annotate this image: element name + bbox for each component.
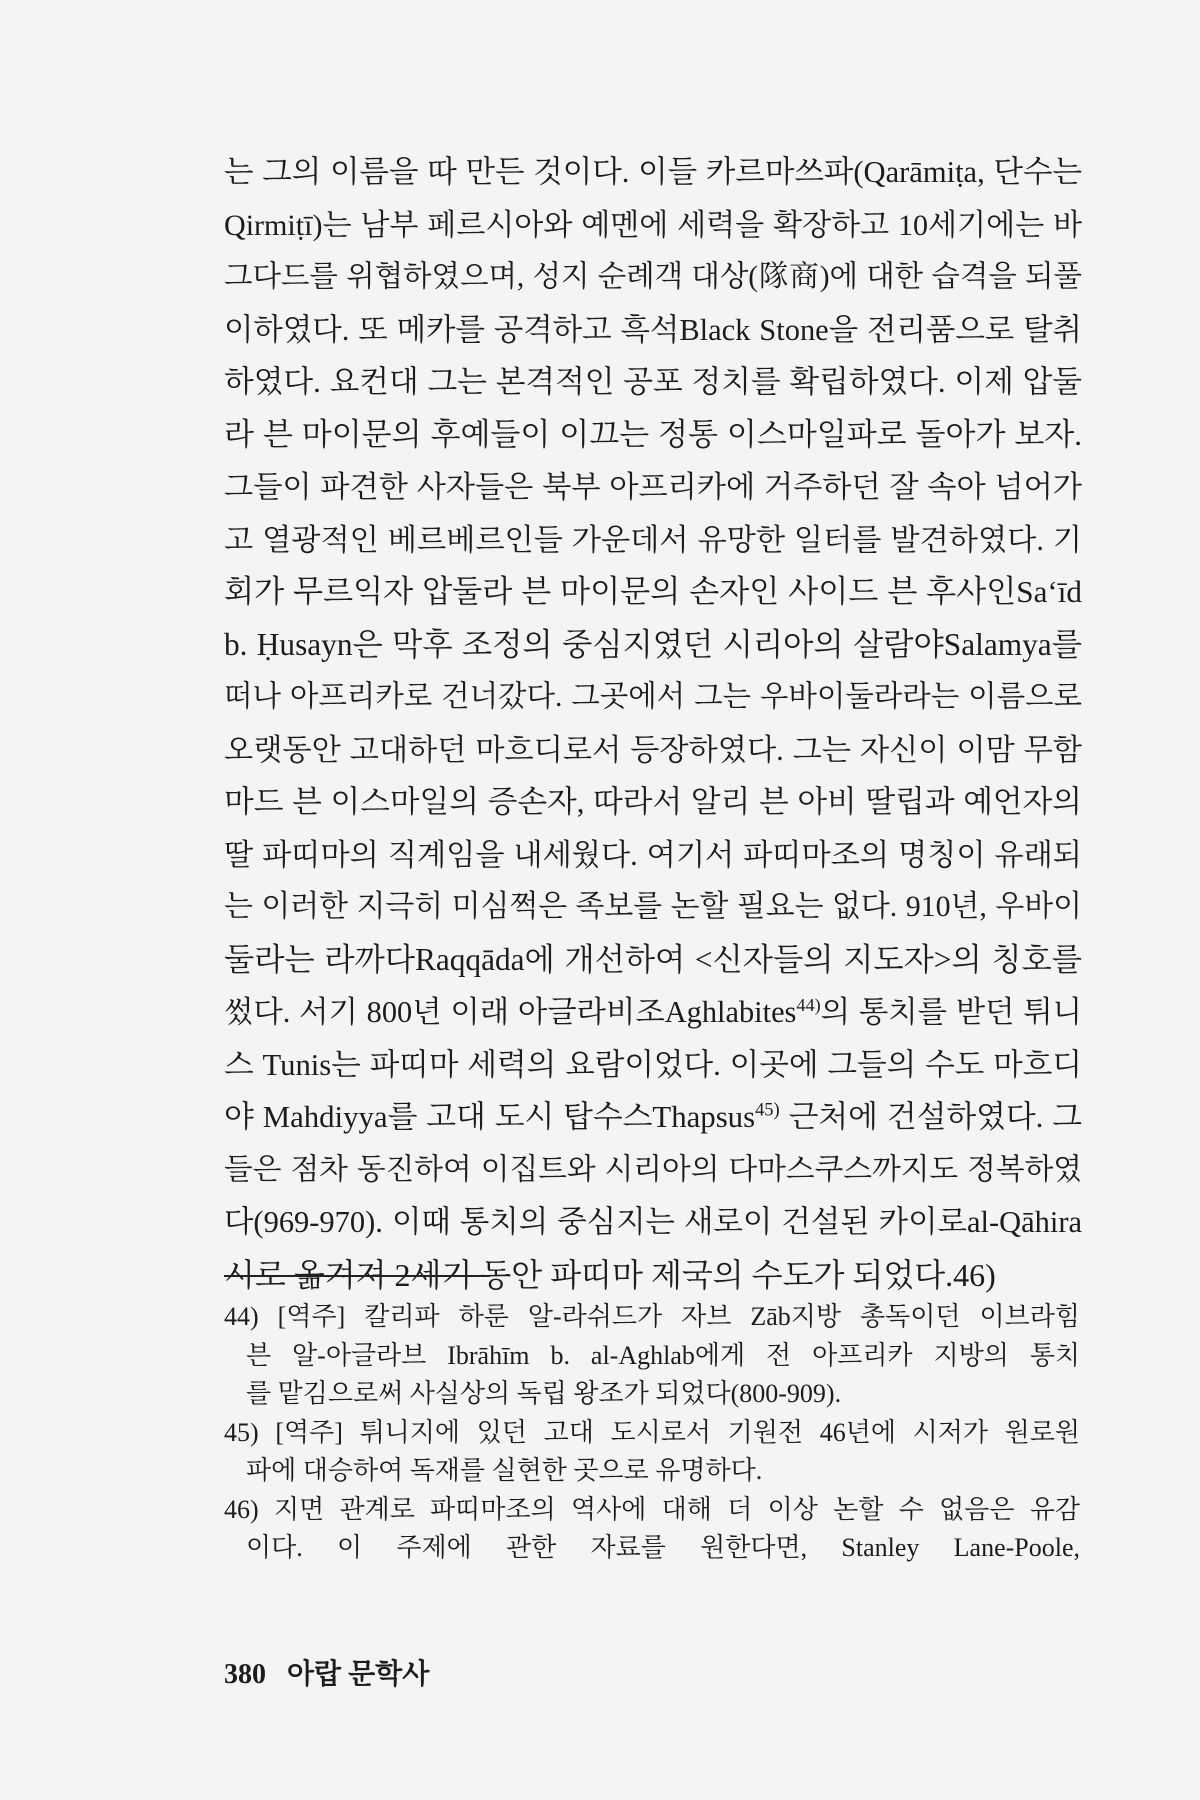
- body-line: 이하였다. 또 메카를 공격하고 흑석Black Stone을 전리품으로 탈취: [224, 312, 1082, 347]
- body-line: Qirmiṭī)는 남부 페르시아와 예멘에 세력을 확장하고 10세기에는 바: [224, 207, 1082, 242]
- footnote-ref: 45): [755, 1099, 780, 1120]
- body-line: 스 Tunis는 파띠마 세력의 요람이었다. 이곳에 그들의 수도 마흐디: [224, 1047, 1082, 1082]
- footnote-line: 44) [역주] 칼리파 하룬 알-라쉬드가 자브 Zāb지방 총독이던 이브라힘: [224, 1302, 1080, 1331]
- body-line: 라 븐 마이문의 후예들이 이끄는 정통 이스마일파로 돌아가 보자.: [224, 416, 1082, 452]
- body-line: 는 이러한 지극히 미심쩍은 족보를 논할 필요는 없다. 910년, 우바이: [224, 890, 1082, 923]
- footnote-ref: 44): [796, 994, 821, 1015]
- body-line: 하였다. 요컨대 그는 본격적인 공포 정치를 확립하였다. 이제 압둘: [224, 365, 1082, 399]
- body-line: 그들이 파견한 사자들은 북부 아프리카에 거주하던 잘 속아 넘어가: [224, 470, 1082, 504]
- body-line: 들은 점차 동진하여 이집트와 시리아의 다마스쿠스까지도 정복하였: [224, 1153, 1082, 1186]
- footnote-line: 를 맡김으로써 사실상의 독립 왕조가 되었다(800-909).: [246, 1379, 842, 1408]
- body-line: 둘라는 라까다Raqqāda에 개선하여 <신자들의 지도자>의 칭호를: [224, 941, 1082, 977]
- body-line: 고 열광적인 베르베르인들 가운데서 유망한 일터를 발견하였다. 기: [224, 522, 1082, 557]
- body-line: 야 Mahdiyya를 고대 도시 탑수스Thapsus$^{45)}$ 근처에 건설하였다. 그: [224, 1099, 1082, 1134]
- body-line: 는 그의 이름을 따 만든 것이다. 이들 카르마쓰파(Qarāmiṭa, 단수는: [224, 155, 1082, 189]
- page-footer: [224, 1652, 429, 1692]
- body-line: 떠나 아프리카로 건너갔다. 그곳에서 그는 우바이둘라라는 이름으로: [224, 681, 1082, 713]
- footnote-line: 이다. 이 주제에 관한 자료를 원한다면, Stanley Lane-Poole,: [246, 1533, 1080, 1562]
- body-line: 회가 무르익자 압둘라 븐 마이문의 손자인 사이드 븐 후사인Sa‘īd: [224, 574, 1082, 609]
- page-number: 380: [224, 1659, 266, 1690]
- footnote-line: 46) 지면 관계로 파띠마조의 역사에 대해 더 이상 논할 수 없음은 유감: [224, 1494, 1080, 1524]
- body-line: 다(969-970). 이때 통치의 중심지는 새로이 건설된 카이로al-Qāhira: [224, 1205, 1082, 1239]
- body-line: 딸 파띠마의 직계임을 내세웠다. 여기서 파띠마조의 명칭이 유래되: [224, 837, 1082, 872]
- footnote-divider: [224, 1275, 490, 1277]
- body-line: b. Ḥusayn은 막후 조정의 중심지였던 시리아의 살람야Salamya를: [224, 626, 1082, 662]
- footnote-line: 45) [역주] 튀니지에 있던 고대 도시로서 기원전 46년에 시저가 원로원: [224, 1417, 1080, 1447]
- body-line: 마드 븐 이스마일의 증손자, 따라서 알리 븐 아비 딸립과 예언자의: [224, 785, 1082, 819]
- footnotes: [224, 1298, 1080, 1568]
- body-line: 오랫동안 고대하던 마흐디로서 등장하였다. 그는 자신이 이맘 무함: [224, 732, 1082, 767]
- body-line: 썼다. 서기 800년 이래 아글라비조Aghlabites$^{44)}$의 통치를 받던 튀니: [224, 994, 1082, 1029]
- running-title: 아랍 문학사: [287, 1659, 430, 1690]
- body-text: [224, 146, 1082, 1301]
- body-line: 시로 옮겨져 2세기 동안 파띠마 제국의 수도가 되었다.46): [224, 1256, 996, 1293]
- footnote-line: 븐 알-아글라브 Ibrāhīm b. al-Aghlab에게 전 아프리카 지방의 통치: [246, 1340, 1080, 1370]
- body-line: 그다드를 위협하였으며, 성지 순례객 대상(隊商)에 대한 습격을 되풀: [224, 261, 1082, 293]
- footnote-line: 파에 대승하여 독재를 실현한 곳으로 유명하다.: [246, 1456, 763, 1485]
